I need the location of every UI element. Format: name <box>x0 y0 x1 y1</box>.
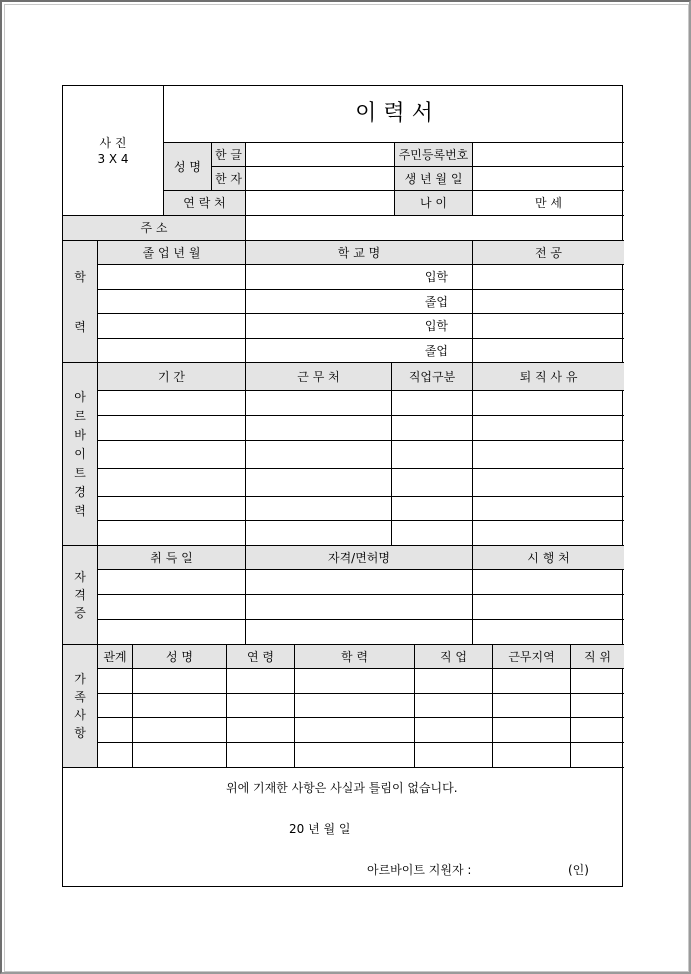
resume-form <box>62 85 623 887</box>
acquired-date-header: 취 득 일 <box>98 546 246 570</box>
contact-field[interactable] <box>246 191 395 216</box>
contact-label: 연 락 처 <box>164 191 246 216</box>
applicant-label: 아르바이트 지원자 : <box>367 863 472 877</box>
leave-reason-header: 퇴 직 사 유 <box>473 363 624 391</box>
address-label: 주 소 <box>63 216 246 241</box>
family-row-2-relation[interactable] <box>98 694 133 718</box>
hanja-name-field[interactable] <box>246 167 395 191</box>
seal-mark: (인) <box>568 863 589 877</box>
license-row-1-name[interactable] <box>246 570 473 595</box>
family-row-1-position[interactable] <box>571 669 624 694</box>
work-row-3-type[interactable] <box>392 441 473 469</box>
work-row-2-reason[interactable] <box>473 416 624 441</box>
edu-row-2-school[interactable]: 졸업 <box>246 290 473 314</box>
license-row-3-issuer[interactable] <box>473 620 624 645</box>
family-position-header: 직 위 <box>571 645 624 669</box>
family-row-2-age[interactable] <box>227 694 295 718</box>
family-row-2-edu[interactable] <box>295 694 415 718</box>
work-row-1-type[interactable] <box>392 391 473 416</box>
family-row-1-region[interactable] <box>493 669 571 694</box>
hangul-label: 한 글 <box>212 143 246 167</box>
edu-row-4-major[interactable] <box>473 339 624 363</box>
statement-text: 위에 기재한 사항은 사실과 틀림이 없습니다. <box>226 781 458 795</box>
family-row-3-edu[interactable] <box>295 718 415 743</box>
edu-row-4-school[interactable]: 졸업 <box>246 339 473 363</box>
photo-box <box>63 86 164 216</box>
relation-header: 관계 <box>98 645 133 669</box>
edu-row-3-date[interactable] <box>98 314 246 339</box>
hangul-name-field[interactable] <box>246 143 395 167</box>
edu-row-3-major[interactable] <box>473 314 624 339</box>
work-row-1-place[interactable] <box>246 391 392 416</box>
work-side-label: 아 르 바 이 트 경 력 <box>63 363 98 546</box>
edu-row-1-major[interactable] <box>473 265 624 290</box>
resident-no-field[interactable] <box>473 143 624 167</box>
edu-row-1-date[interactable] <box>98 265 246 290</box>
work-row-3-reason[interactable] <box>473 441 624 469</box>
address-field[interactable] <box>246 216 624 241</box>
family-row-4-position[interactable] <box>571 743 624 768</box>
workplace-header: 근 무 처 <box>246 363 392 391</box>
family-row-2-region[interactable] <box>493 694 571 718</box>
family-age-header: 연 령 <box>227 645 295 669</box>
edu-row-1-school[interactable]: 입학 <box>246 265 473 290</box>
age-label: 나 이 <box>395 191 473 216</box>
license-row-1-issuer[interactable] <box>473 570 624 595</box>
birthdate-label: 생 년 월 일 <box>395 167 473 191</box>
grad-date-header: 졸 업 년 월 <box>98 241 246 265</box>
family-row-1-name[interactable] <box>133 669 227 694</box>
family-row-4-edu[interactable] <box>295 743 415 768</box>
work-row-3-place[interactable] <box>246 441 392 469</box>
family-row-3-job[interactable] <box>415 718 493 743</box>
family-row-2-name[interactable] <box>133 694 227 718</box>
family-row-2-job[interactable] <box>415 694 493 718</box>
education-side-label: 학 력 <box>63 241 98 363</box>
date-line: 20 년 월 일 <box>289 822 351 836</box>
family-row-4-region[interactable] <box>493 743 571 768</box>
work-row-4-reason[interactable] <box>473 469 624 497</box>
work-row-6-reason[interactable] <box>473 521 624 546</box>
name-label: 성 명 <box>164 143 212 191</box>
photo-size: 3 X 4 <box>97 151 129 166</box>
work-row-4-period[interactable] <box>98 469 246 497</box>
period-header: 기 간 <box>98 363 246 391</box>
family-side-label: 가 족 사 항 <box>63 645 98 768</box>
family-row-3-name[interactable] <box>133 718 227 743</box>
family-row-1-edu[interactable] <box>295 669 415 694</box>
work-row-3-period[interactable] <box>98 441 246 469</box>
birthdate-field[interactable] <box>473 167 624 191</box>
photo-label: 사 진 <box>99 135 127 150</box>
hanja-label: 한 자 <box>212 167 246 191</box>
page-title: 이 력 서 <box>164 86 624 143</box>
work-row-6-type[interactable] <box>392 521 473 546</box>
family-row-3-position[interactable] <box>571 718 624 743</box>
family-name-header: 성 명 <box>133 645 227 669</box>
family-row-4-relation[interactable] <box>98 743 133 768</box>
family-edu-header: 학 력 <box>295 645 415 669</box>
family-row-4-job[interactable] <box>415 743 493 768</box>
edu-row-4-date[interactable] <box>98 339 246 363</box>
family-row-3-age[interactable] <box>227 718 295 743</box>
license-row-3-name[interactable] <box>246 620 473 645</box>
edu-row-2-date[interactable] <box>98 290 246 314</box>
work-row-6-period[interactable] <box>98 521 246 546</box>
license-row-3-date[interactable] <box>98 620 246 645</box>
work-row-5-place[interactable] <box>246 497 392 521</box>
work-row-2-period[interactable] <box>98 416 246 441</box>
family-row-4-name[interactable] <box>133 743 227 768</box>
family-job-header: 직 업 <box>415 645 493 669</box>
family-row-2-position[interactable] <box>571 694 624 718</box>
family-row-4-age[interactable] <box>227 743 295 768</box>
work-row-2-type[interactable] <box>392 416 473 441</box>
license-row-2-issuer[interactable] <box>473 595 624 620</box>
work-row-5-reason[interactable] <box>473 497 624 521</box>
edu-row-2-major[interactable] <box>473 290 624 314</box>
family-region-header: 근무지역 <box>493 645 571 669</box>
edu-row-3-school[interactable]: 입학 <box>246 314 473 339</box>
work-row-4-type[interactable] <box>392 469 473 497</box>
family-row-1-job[interactable] <box>415 669 493 694</box>
work-row-5-type[interactable] <box>392 497 473 521</box>
work-row-6-place[interactable] <box>246 521 392 546</box>
work-row-4-place[interactable] <box>246 469 392 497</box>
resident-no-label: 주민등록번호 <box>395 143 473 167</box>
license-row-1-date[interactable] <box>98 570 246 595</box>
major-header: 전 공 <box>473 241 624 265</box>
family-row-1-relation[interactable] <box>98 669 133 694</box>
license-name-header: 자격/면허명 <box>246 546 473 570</box>
work-row-5-period[interactable] <box>98 497 246 521</box>
age-field[interactable]: 만 세 <box>473 191 624 216</box>
family-row-3-relation[interactable] <box>98 718 133 743</box>
family-row-3-region[interactable] <box>493 718 571 743</box>
work-row-1-period[interactable] <box>98 391 246 416</box>
issuer-header: 시 행 처 <box>473 546 624 570</box>
job-type-header: 직업구분 <box>392 363 473 391</box>
license-side-label: 자 격 증 <box>63 546 98 645</box>
license-row-2-name[interactable] <box>246 595 473 620</box>
work-row-2-place[interactable] <box>246 416 392 441</box>
work-row-1-reason[interactable] <box>473 391 624 416</box>
license-row-2-date[interactable] <box>98 595 246 620</box>
school-header: 학 교 명 <box>246 241 473 265</box>
family-row-1-age[interactable] <box>227 669 295 694</box>
